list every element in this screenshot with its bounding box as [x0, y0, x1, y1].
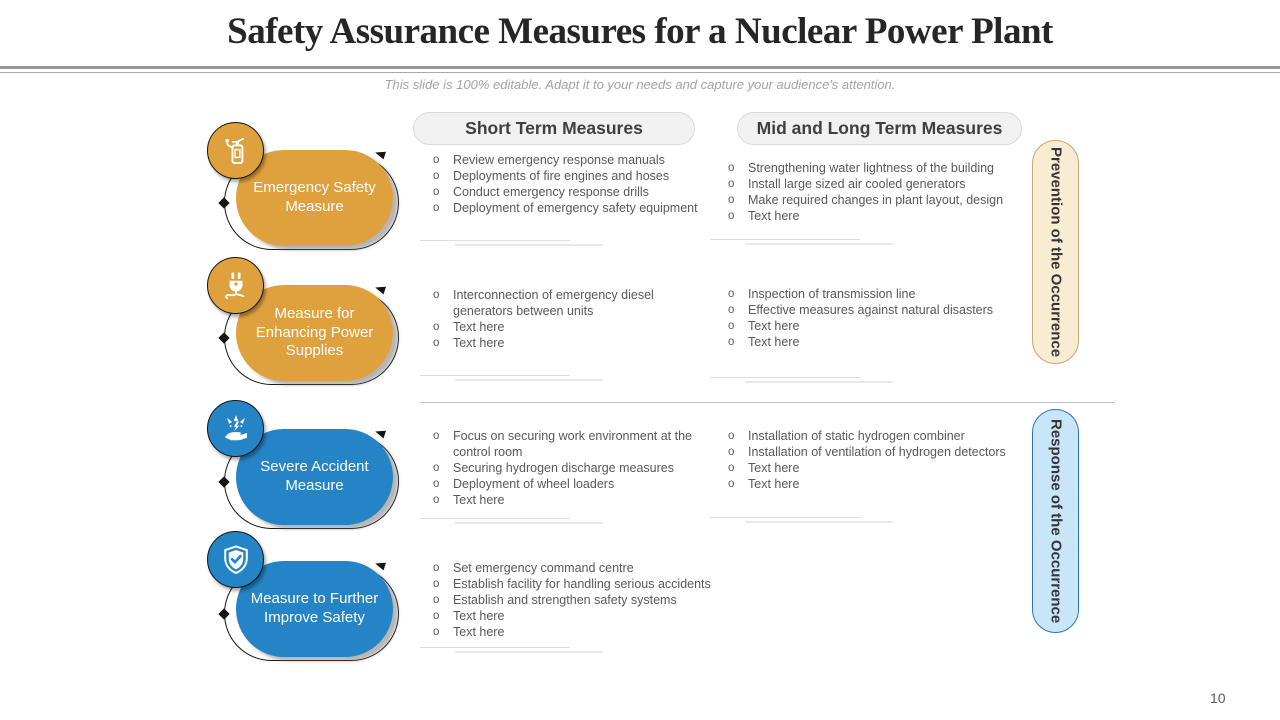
arrow-icon: [374, 284, 386, 295]
shield-check-icon: [207, 531, 264, 588]
bullet-marker: o: [433, 289, 440, 301]
short-term-list-row3: [433, 428, 715, 508]
list-item-text: Installation of ventilation of hydrogen detectors: [748, 445, 1006, 459]
list-item-text: Establish facility for handling serious accidents: [453, 577, 711, 591]
hand-crisis-icon: [207, 400, 264, 457]
bullet-marker: o: [728, 210, 735, 222]
bullet-marker: o: [728, 462, 735, 474]
measure-pill-improve-safety: Measure to Further Improve Safety: [236, 561, 393, 657]
diamond-marker: [218, 608, 229, 619]
list-item-text: Strengthening water lightness of the building: [748, 161, 994, 175]
tag-label: Response of the Occurrence: [1047, 418, 1065, 624]
diamond-marker: [218, 476, 229, 487]
list-item-text: Effective measures against natural disasters: [748, 303, 994, 317]
bullet-marker: o: [433, 494, 440, 506]
bullet-marker: o: [728, 336, 735, 348]
bullet-marker: o: [433, 578, 440, 590]
measure-pill-emergency-safety: Emergency Safety Measure: [236, 150, 393, 246]
list-item: [728, 192, 1030, 208]
bullet-marker: o: [728, 430, 735, 442]
title-rule-thin: [0, 72, 1280, 73]
list-item: [433, 460, 715, 476]
list-item: [728, 318, 1030, 334]
list-item: [728, 286, 1030, 302]
list-item: [433, 335, 715, 351]
list-item-text: Text here: [748, 335, 800, 349]
list-item-text: Inspection of transmission line: [748, 287, 916, 301]
bullet-marker: o: [433, 186, 440, 198]
mid-long-list-row3: [728, 428, 1030, 492]
list-item: [433, 576, 715, 592]
list-item: [433, 476, 715, 492]
list-item: [728, 460, 1030, 476]
list-item: [728, 160, 1030, 176]
list-item-text: Text here: [453, 493, 505, 507]
bullet-marker: o: [433, 562, 440, 574]
placeholder-divider: [420, 375, 603, 381]
list-item-text: Interconnection of emergency diesel generators between units: [453, 288, 654, 318]
list-item-text: Set emergency command centre: [453, 561, 634, 575]
column-header-short-term: Short Term Measures: [413, 112, 695, 145]
placeholder-divider: [710, 239, 893, 245]
bullet-marker: o: [728, 178, 735, 190]
list-item-text: Install large sized air cooled generators: [748, 177, 966, 191]
list-item-text: Review emergency response manuals: [453, 153, 665, 167]
list-item-text: Conduct emergency response drills: [453, 185, 649, 199]
diamond-marker: [218, 332, 229, 343]
bullet-marker: o: [433, 202, 440, 214]
bullet-marker: o: [433, 337, 440, 349]
list-item: [728, 208, 1030, 224]
list-item-text: Installation of static hydrogen combiner: [748, 429, 965, 443]
bullet-marker: o: [433, 462, 440, 474]
list-item: [433, 624, 715, 640]
bullet-marker: o: [433, 478, 440, 490]
placeholder-divider: [710, 517, 893, 523]
bullet-marker: o: [728, 288, 735, 300]
list-item: [728, 334, 1030, 350]
editable-note: This slide is 100% editable. Adapt it to your needs and capture your audience's attention.: [384, 77, 896, 92]
arrow-icon: [374, 560, 386, 571]
bullet-marker: o: [433, 170, 440, 182]
placeholder-divider: [420, 240, 603, 246]
measure-pill-power-supplies: Measure for Enhancing Power Supplies: [236, 285, 393, 381]
tag-response-of-occurrence: [1032, 409, 1079, 633]
list-item: [728, 176, 1030, 192]
mid-long-list-row1: [728, 160, 1030, 224]
list-item-text: Make required changes in plant layout, design: [748, 193, 1004, 207]
fire-extinguisher-icon: [207, 122, 264, 179]
short-term-list-row4: [433, 560, 715, 640]
list-item: [433, 492, 715, 508]
arrow-icon: [374, 149, 386, 160]
arrow-icon: [374, 428, 386, 439]
list-item-text: Text here: [748, 461, 800, 475]
list-item: [433, 184, 715, 200]
bullet-marker: o: [433, 610, 440, 622]
list-item-text: Text here: [748, 319, 800, 333]
list-item: [433, 200, 715, 216]
list-item: [433, 168, 715, 184]
list-item-text: Text here: [453, 320, 505, 334]
list-item-text: Text here: [748, 477, 800, 491]
list-item-text: Securing hydrogen discharge measures: [453, 461, 674, 475]
bullet-marker: o: [433, 321, 440, 333]
power-plug-icon: [207, 257, 264, 314]
list-item: [728, 302, 1030, 318]
title-rule-thick: [0, 66, 1280, 69]
list-item: [433, 428, 715, 460]
placeholder-divider: [420, 518, 603, 524]
list-item-text: Deployments of fire engines and hoses: [453, 169, 670, 183]
bullet-marker: o: [433, 626, 440, 638]
tag-prevention-of-occurrence: [1032, 140, 1079, 364]
list-item-text: Text here: [453, 609, 505, 623]
list-item: [728, 444, 1030, 460]
section-divider-line: [420, 402, 1115, 403]
list-item-text: Text here: [748, 209, 800, 223]
list-item-text: Text here: [453, 336, 505, 350]
list-item: [728, 428, 1030, 444]
tag-label: Prevention of the Occurrence: [1047, 146, 1065, 358]
column-header-mid-long-term: Mid and Long Term Measures: [737, 112, 1022, 145]
bullet-marker: o: [433, 154, 440, 166]
list-item: [433, 592, 715, 608]
diamond-marker: [218, 197, 229, 208]
bullet-marker: o: [728, 304, 735, 316]
placeholder-divider: [420, 647, 603, 653]
page-number: 10: [1210, 690, 1226, 706]
bullet-marker: o: [728, 320, 735, 332]
list-item: [433, 319, 715, 335]
bullet-marker: o: [433, 430, 440, 442]
measure-pill-severe-accident: Severe Accident Measure: [236, 429, 393, 525]
bullet-marker: o: [728, 194, 735, 206]
page-title: Safety Assurance Measures for a Nuclear Power Plant: [227, 11, 1053, 52]
bullet-marker: o: [433, 594, 440, 606]
list-item-text: Focus on securing work environment at the control room: [453, 429, 693, 459]
list-item-text: Deployment of emergency safety equipment: [453, 201, 698, 215]
list-item: [433, 287, 715, 319]
bullet-marker: o: [728, 478, 735, 490]
list-item: [433, 608, 715, 624]
placeholder-divider: [710, 377, 893, 383]
mid-long-list-row2: [728, 286, 1030, 350]
short-term-list-row2: [433, 287, 715, 351]
list-item-text: Establish and strengthen safety systems: [453, 593, 677, 607]
list-item: [433, 152, 715, 168]
list-item-text: Deployment of wheel loaders: [453, 477, 615, 491]
bullet-marker: o: [728, 446, 735, 458]
short-term-list-row1: [433, 152, 715, 216]
list-item-text: Text here: [453, 625, 505, 639]
list-item: [728, 476, 1030, 492]
list-item: [433, 560, 715, 576]
bullet-marker: o: [728, 162, 735, 174]
